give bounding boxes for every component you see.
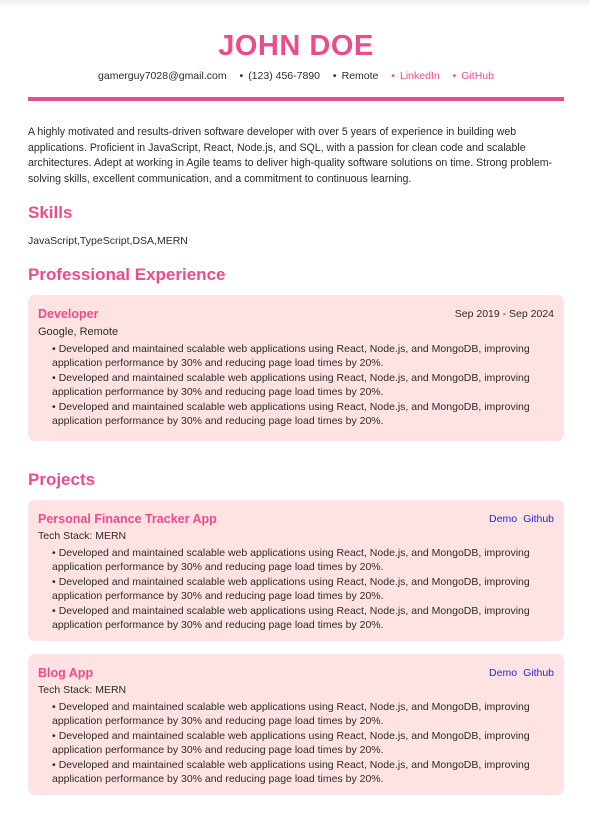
contact-line [28, 69, 564, 83]
job-bullets [52, 342, 554, 428]
list-item: • Developed and maintained scalable web applications using React, Node.js, and MongoDB, improving application performance by 30% and reducing page load times by 20%. [52, 701, 530, 727]
linkedin-link[interactable]: LinkedIn [399, 70, 440, 82]
skills-list: JavaScript,TypeScript,DSA,MERN [28, 235, 188, 247]
list-item: • Developed and maintained scalable web applications using React, Node.js, and MongoDB, improving application performance by 30% and reducing page load times by 20%. [52, 372, 530, 398]
project-card [28, 500, 564, 641]
list-item: • Developed and maintained scalable web applications using React, Node.js, and MongoDB, improving application performance by 30% and reducing page load times by 20%. [52, 343, 530, 369]
location-text: Remote [341, 70, 379, 82]
header-divider [28, 97, 564, 101]
summary-paragraph: A highly motivated and results-driven software developer with over 5 years of experience in building web applications. Proficient in JavaScript, React, Node.js, and SQL, with a passion for clean code and scalable architectures. Adept at working in Agile teams to deliver high-quality software solutions on time. Strong problem-solving skills, excellent communication, and a commitment to continuous learning. [28, 126, 553, 185]
project-bullets [52, 700, 554, 786]
projects-heading: Projects [28, 470, 96, 489]
bullet-separator: • [332, 70, 337, 82]
email-text[interactable]: gamerguy7028@gmail.com [98, 70, 227, 82]
list-item: • Developed and maintained scalable web applications using React, Node.js, and MongoDB, improving application performance by 30% and reducing page load times by 20%. [52, 759, 530, 785]
demo-link[interactable]: Demo [489, 667, 518, 679]
list-item: • Developed and maintained scalable web applications using React, Node.js, and MongoDB, improving application performance by 30% and reducing page load times by 20%. [52, 576, 530, 602]
resume-header [28, 28, 564, 83]
experience-card [28, 295, 564, 441]
project-card [28, 654, 564, 795]
bullet-separator: • [391, 70, 395, 82]
skills-heading: Skills [28, 203, 73, 222]
project-tech-stack: Tech Stack: MERN [38, 530, 127, 542]
job-dates: Sep 2019 - Sep 2024 [454, 308, 554, 320]
bullet-separator: • [239, 70, 244, 82]
demo-link[interactable]: Demo [489, 513, 518, 525]
github-link[interactable]: GitHub [461, 70, 494, 82]
project-card-header [38, 665, 554, 683]
project-links [483, 512, 554, 526]
project-name: Blog App [38, 666, 94, 680]
project-card-header [38, 511, 554, 529]
github-repo-link[interactable]: Github [523, 513, 554, 525]
top-shadow [0, 0, 590, 8]
project-bullets [52, 546, 554, 632]
list-item: • Developed and maintained scalable web applications using React, Node.js, and MongoDB, improving application performance by 30% and reducing page load times by 20%. [52, 730, 530, 756]
phone-text: (123) 456-7890 [248, 70, 320, 82]
github-repo-link[interactable]: Github [523, 667, 554, 679]
bullet-separator: • [452, 70, 457, 82]
experience-heading: Professional Experience [28, 265, 226, 284]
project-links [483, 666, 554, 680]
job-role: Developer [38, 307, 99, 321]
project-name: Personal Finance Tracker App [38, 512, 217, 526]
list-item: • Developed and maintained scalable web applications using React, Node.js, and MongoDB, improving application performance by 30% and reducing page load times by 20%. [52, 605, 530, 631]
list-item: • Developed and maintained scalable web applications using React, Node.js, and MongoDB, improving application performance by 30% and reducing page load times by 20%. [52, 401, 530, 427]
candidate-name: JOHN DOE [218, 30, 374, 62]
job-company: Google, Remote [38, 326, 119, 338]
list-item: • Developed and maintained scalable web applications using React, Node.js, and MongoDB, improving application performance by 30% and reducing page load times by 20%. [52, 547, 530, 573]
project-tech-stack: Tech Stack: MERN [38, 684, 127, 696]
experience-card-header [38, 306, 554, 324]
